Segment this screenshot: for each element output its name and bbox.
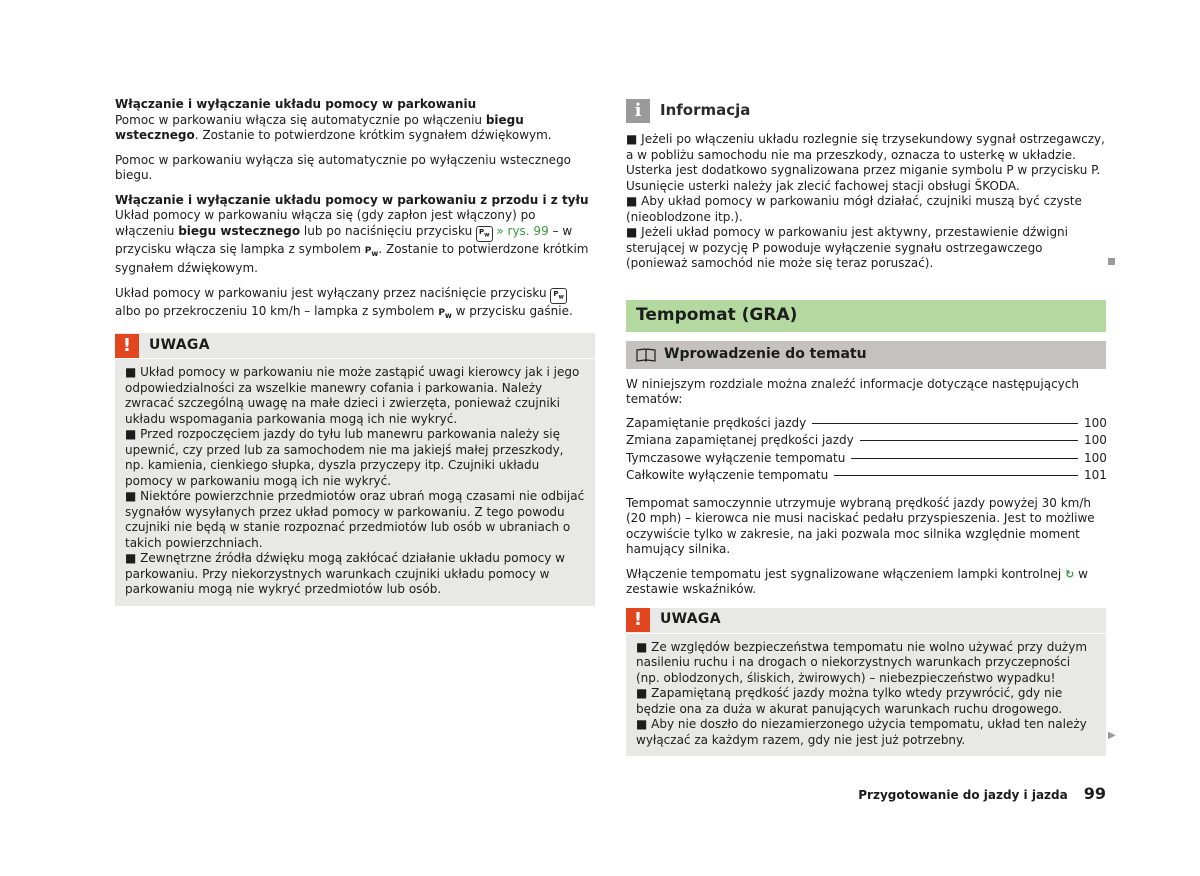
paragraph-text: w zestawie wskaźników. [626,566,1088,596]
exclamation-icon: ! [626,608,650,632]
figure-link[interactable]: » rys. 99 [492,223,549,238]
toc-leader [812,423,1078,424]
paragraph-text: . Zostanie to potwierdzone krótkim sygnałem dźwiękowym. [115,241,589,276]
park-button-icon: $P_w$ [550,288,567,304]
paragraph-cruise: Tempomat samoczynnie utrzymuje wybraną prędkość jazdy powyżej 30 km/h (20 mph) – kierowca nie musi naciskać pedału przyspieszenia. Jest to możliwe oczywiście tylko w zakresie, na jaki pozwala moc silnika względnie moment hamujący silnika. [626,495,1095,556]
subsection-header [626,341,1106,369]
toc-row[interactable] [626,416,1106,434]
warning-box-cruise [626,608,1106,757]
toc-page: 100 [1084,415,1107,430]
toc-label: Tymczasowe wyłączenie tempomatu [626,450,846,465]
paragraph-deactivation: Pomoc w parkowaniu wyłącza się automatycznie po wyłączeniu wstecznego biegu. [115,152,572,182]
warning-body [115,359,595,598]
cruise-control-icon: ↻ [1065,567,1075,581]
paragraph-text: Układ pomocy w parkowaniu włącza się (gdy zapłon jest włączony) po włączeniu [115,208,536,238]
paragraph-front-rear [115,193,595,277]
info-item: ■ Jeżeli po włączeniu układu rozlegnie się trzysekundowy sygnał ostrzegawczy, a w pobliżu samochodu nie ma przeszkody, oznacza to usterkę w układzie. Usterka jest dodatkowo sygnalizowana przez miganie symbolu P w przycisku P. Usunięcie usterki należy jak zlecić fachowej stacji obsługi ŠKODA. [626,132,1105,193]
toc-leader [834,475,1078,476]
warning-item: ■ Zewnętrzne źródła dźwięku mogą zakłócać działanie układu pomocy w parkowaniu. Przy niekorzystnych warunkach czujniki układu pomocy w parkowaniu mogą nie wykryć przedmiotów lub osób. [125,551,565,597]
toc-label: Zapamiętanie prędkości jazdy [626,415,807,430]
info-body [626,132,1106,272]
warning-item: ■ Aby nie doszło do niezamierzonego użycia tempomatu, układ ten należy wyłączać za każdym razem, gdy nie jest już potrzebny. [636,717,1087,747]
paragraph-bold: biegu wstecznego [178,223,301,238]
warning-header [626,608,1106,634]
paragraph-activation [115,97,595,144]
section-end-mark [1108,258,1115,265]
toc-leader [860,440,1078,441]
section-title: Tempomat (GRA) [626,300,1106,332]
paragraph-switch-off [115,286,595,324]
paragraph-text: lub po naciśnięciu przycisku [300,223,477,238]
paragraph-text: albo po przekroczeniu 10 km/h – lampka z symbolem [115,304,439,319]
footer-title: Przygotowanie do jazdy i jazda [858,788,1068,802]
paragraph-text: Pomoc w parkowaniu włącza się automatycznie po włączeniu [115,112,486,127]
warning-item: ■ Ze względów bezpieczeństwa tempomatu nie wolno używać przy dużym nasileniu ruchu i na drogach o niekorzystnych warunkach przyczepności (np. oblodzonych, śliskich, żwirowych) – niebezpieczeństwo wypadku! [636,639,1088,685]
page-number: 99 [1083,784,1106,803]
intro-text: W niniejszym rozdziale można znaleźć informacje dotyczące następujących tematów: [626,376,1079,406]
right-column [626,97,1106,756]
toc-label: Zmiana zapamiętanej prędkości jazdy [626,433,854,447]
info-title: Informacja [660,101,751,120]
paragraph-heading: Włączanie i wyłączanie układu pomocy w parkowaniu z przodu i z tyłu [115,192,589,207]
subsection-title: Wprowadzenie do tematu [664,345,867,362]
paragraph-text: – w przycisku włącza się lampka z symbolem [115,223,573,256]
park-symbol-icon: $P_w$ [438,308,452,320]
park-symbol-icon: $P_w$ [364,245,379,258]
toc-page: 100 [1084,450,1107,465]
warning-box-parking [115,333,595,606]
warning-item: ■ Niektóre powierzchnie przedmiotów oraz ubrań mogą czasami nie odbijać sygnałów wysyłanych przez układ pomocy w parkowaniu. Z tego powodu czujniki nie będą w stanie rozpoznać przedmiotów lub osób w ubraniach o takich powierzchniach. [125,489,585,550]
exclamation-icon: ! [115,334,139,358]
info-item: ■ Aby układ pomocy w parkowaniu mógł działać, czujniki muszą być czyste (nieoblodzone itp.). [626,194,1082,224]
toc-list [626,416,1106,486]
toc-leader [851,458,1078,459]
warning-item: ■ Przed rozpoczęciem jazdy do tyłu lub manewru parkowania należy się upewnić, czy przed lub za samochodem nie ma jakiejś małej przeszkody, np. kamienia, cienkiego słupka, dyszla przyczepy itp. Czujniki układu pomocy w parkowaniu mogą ich nie wykryć. [125,427,564,488]
paragraph-text: w przycisku gaśnie. [451,304,573,319]
warning-item: ■ Układ pomocy w parkowaniu nie może zastąpić uwagi kierowcy jak i jego odpowiedzialności za wszelkie manewry cofania i parkowania. Należy zwracać szczególną uwagę na małe dzieci i zwierzęta, ponieważ czujniki układu wspomagania parkowania mogą ich nie wykryć. [125,365,580,426]
continue-arrow-icon: ▶ [1108,730,1116,741]
info-item: ■ Jeżeli układ pomocy w parkowaniu jest aktywny, przestawienie dźwigni sterującej w pozycję P powoduje wyłączenie sygnału ostrzegawczego (ponieważ samochód nie może się teraz poruszać). [626,225,1068,270]
info-header [626,99,1106,123]
paragraph-text: Układ pomocy w parkowaniu jest wyłączany przez naciśnięcie przycisku [115,285,551,300]
info-icon: i [626,99,650,123]
page-footer [858,786,1106,804]
left-column [115,97,595,606]
paragraph-text: . Zostanie to potwierdzone krótkim sygnałem dźwiękowym. [194,128,552,142]
warning-body [626,634,1106,749]
warning-title: UWAGA [149,337,210,354]
toc-row[interactable] [626,468,1106,486]
paragraph-heading: Włączanie i wyłączanie układu pomocy w parkowaniu [115,97,477,111]
toc-label: Całkowite wyłączenie tempomatu [626,468,829,482]
toc-row[interactable] [626,433,1106,451]
park-button-icon: $P_w$ [476,226,493,242]
paragraph-cruise-indicator [626,567,1106,598]
toc-page: 100 [1084,433,1107,447]
paragraph-text: Włączenie tempomatu jest sygnalizowane włączeniem lampki kontrolnej [626,566,1066,581]
toc-row[interactable] [626,451,1106,469]
warning-title: UWAGA [660,611,721,628]
paragraph-bold: biegu wstecznego [115,112,524,142]
warning-header [115,333,595,359]
toc-page: 101 [1084,468,1107,482]
book-icon [636,348,656,362]
warning-item: ■ Zapamiętaną prędkość jazdy można tylko wtedy przywrócić, gdy nie będzie ona za duża w akurat panujących warunkach ruchu drogowego. [636,686,1063,716]
